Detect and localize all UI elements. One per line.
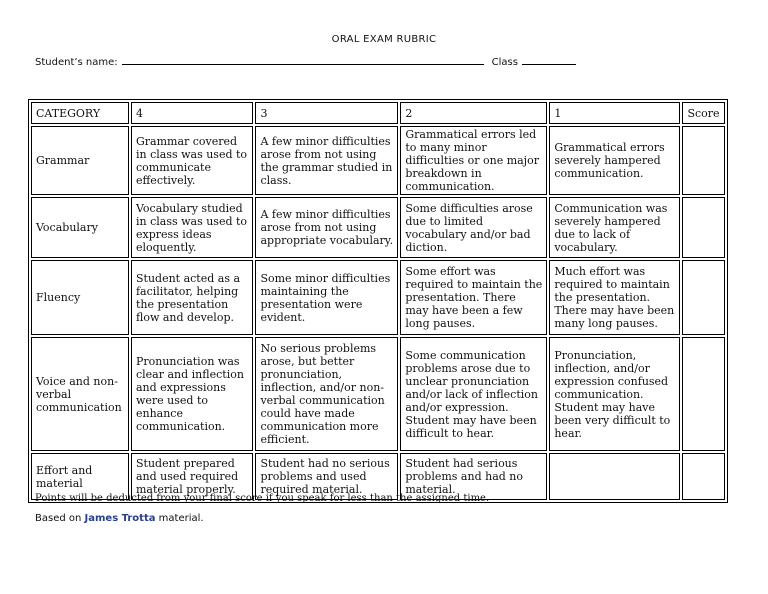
header-1: 1 [549,102,680,124]
header-row [31,102,725,124]
header-3: 3 [255,102,398,124]
level-3-cell: Some minor difficulties maintaining the presentation were evident. [255,260,398,335]
page-title: ORAL EXAM RUBRIC [331,34,437,45]
level-1-cell [549,453,680,500]
level-4-cell: Student prepared and used required material properly. [131,453,253,500]
table-row [31,126,725,195]
category-cell: Fluency [31,260,129,335]
student-name-blank[interactable] [122,55,484,65]
score-cell[interactable] [682,197,725,258]
score-cell[interactable] [682,337,725,451]
category-cell: Vocabulary [31,197,129,258]
attribution-suffix: material. [158,513,204,524]
level-2-cell: Student had serious problems and had no material. [400,453,547,500]
category-cell: Voice and non-verbal communication [31,337,129,451]
student-name-label: Student’s name: [35,57,118,68]
level-3-cell: A few minor difficulties arose from not using appropriate vocabulary. [255,197,398,258]
header-score: Score [682,102,725,124]
score-cell[interactable] [682,126,725,195]
header-2: 2 [400,102,547,124]
score-cell[interactable] [682,453,725,500]
level-1-cell: Communication was severely hampered due to lack of vocabulary. [549,197,680,258]
attribution-prefix: Based on [35,513,82,524]
level-3-cell: No serious problems arose, but better pronunciation, inflection, and/or non-verbal communication could have made communication more efficient. [255,337,398,451]
level-3-cell: Student had no serious problems and used required material. [255,453,398,500]
category-cell: Effort and material [31,453,129,500]
table-row [31,260,725,335]
level-1-cell: Pronunciation, inflection, and/or expression confused communication. Student may have been very difficult to hear. [549,337,680,451]
level-1-cell: Much effort was required to maintain the presentation. There may have been many long pauses. [549,260,680,335]
table-row [31,197,725,258]
class-label: Class [491,57,518,68]
student-info-line [35,55,576,68]
level-4-cell: Vocabulary studied in class was used to express ideas eloquently. [131,197,253,258]
level-2-cell: Some effort was required to maintain the presentation. There may have been a few long pauses. [400,260,547,335]
class-blank[interactable] [522,55,576,65]
level-2-cell: Grammatical errors led to many minor difficulties or one major breakdown in communication. [400,126,547,195]
header-4: 4 [131,102,253,124]
level-4-cell: Grammar covered in class was used to communicate effectively. [131,126,253,195]
attribution [35,513,204,524]
level-4-cell: Student acted as a facilitator, helping the presentation flow and develop. [131,260,253,335]
rubric-table [28,99,728,503]
author-link[interactable]: James Trotta [84,513,156,524]
category-cell: Grammar [31,126,129,195]
level-4-cell: Pronunciation was clear and inflection and expressions were used to enhance communication. [131,337,253,451]
score-cell[interactable] [682,260,725,335]
level-2-cell: Some communication problems arose due to unclear pronunciation and/or lack of inflection and/or expression. Student may have been difficult to hear. [400,337,547,451]
header-category: CATEGORY [31,102,129,124]
level-3-cell: A few minor difficulties arose from not using the grammar studied in class. [255,126,398,195]
level-1-cell: Grammatical errors severely hampered communication. [549,126,680,195]
time-note: Points will be deducted from your final score if you speak for less than the assigned time. [35,493,490,504]
table-row [31,337,725,451]
level-2-cell: Some difficulties arose due to limited vocabulary and/or bad diction. [400,197,547,258]
